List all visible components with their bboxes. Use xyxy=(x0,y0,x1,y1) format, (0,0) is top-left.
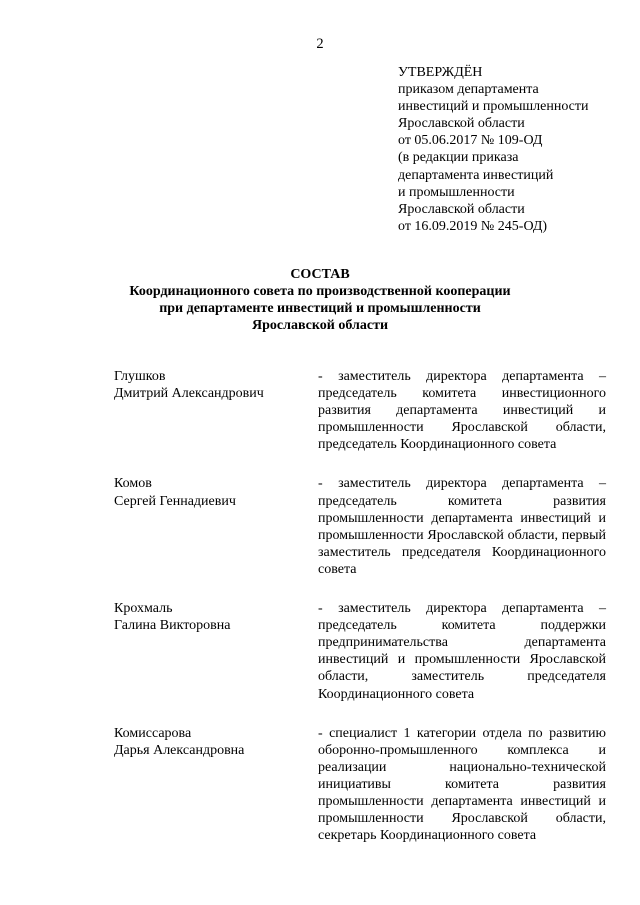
member-row xyxy=(114,368,606,453)
approval-line: департамента инвестиций xyxy=(398,167,554,183)
approval-line: УТВЕРЖДЁН xyxy=(398,65,483,80)
member-row xyxy=(114,725,606,845)
title-line: СОСТАВ xyxy=(290,267,350,282)
member-given-name: Галина Викторовна xyxy=(114,618,231,634)
approval-line: Ярославской области xyxy=(398,201,525,217)
member-surname: Глушков xyxy=(114,369,166,384)
member-surname: Крохмаль xyxy=(114,601,173,617)
member-name xyxy=(114,725,318,845)
member-name xyxy=(114,475,318,578)
approval-line: и промышленности xyxy=(398,184,515,200)
member-row xyxy=(114,600,606,703)
member-role: - заместитель директора департамента – председатель комитета инвестиционного развития департамента инвестиций и промышленности Ярославской области, председатель Координационного совета xyxy=(318,369,606,453)
member-row xyxy=(114,475,606,578)
approval-line: приказом департамента xyxy=(398,82,539,98)
member-surname: Комов xyxy=(114,476,152,492)
approval-line: инвестиций и промышленности xyxy=(398,99,589,115)
document-title xyxy=(0,266,640,334)
member-name xyxy=(114,600,318,703)
member-role: - заместитель директора департамента – председатель комитета развития промышленности департамента инвестиций и промышленности Ярославской области, первый заместитель председателя Координационного совета xyxy=(318,476,606,577)
page-number: 2 xyxy=(316,36,324,52)
title-line: при департаменте инвестиций и промышленности xyxy=(159,301,481,317)
title-line: Координационного совета по производственной кооперации xyxy=(129,284,511,300)
title-line: Ярославской области xyxy=(251,318,389,334)
member-given-name: Дмитрий Александрович xyxy=(114,386,264,402)
member-given-name: Сергей Геннадиевич xyxy=(114,493,236,509)
approval-line: (в редакции приказа xyxy=(398,150,519,166)
members-list xyxy=(114,368,606,866)
approval-stamp xyxy=(398,64,618,235)
member-surname: Комиссарова xyxy=(114,725,192,741)
member-role: - заместитель директора департамента – председатель комитета поддержки предпринимательства департамента инвестиций и промышленности Ярославской области, заместитель председателя Координационного совета xyxy=(318,601,606,702)
member-given-name: Дарья Александровна xyxy=(114,742,245,758)
approval-line: от 16.09.2019 № 245-ОД) xyxy=(398,218,548,234)
member-role: - специалист 1 категории отдела по развитию оборонно-промышленного комплекса и реализации национально-технической инициативы комитета развития промышленности департамента инвестиций и промышленности Ярославской области, секретарь Координационного совета xyxy=(318,725,606,844)
approval-line: от 05.06.2017 № 109-ОД xyxy=(398,133,543,149)
member-name xyxy=(114,368,318,453)
approval-line: Ярославской области xyxy=(398,116,525,132)
